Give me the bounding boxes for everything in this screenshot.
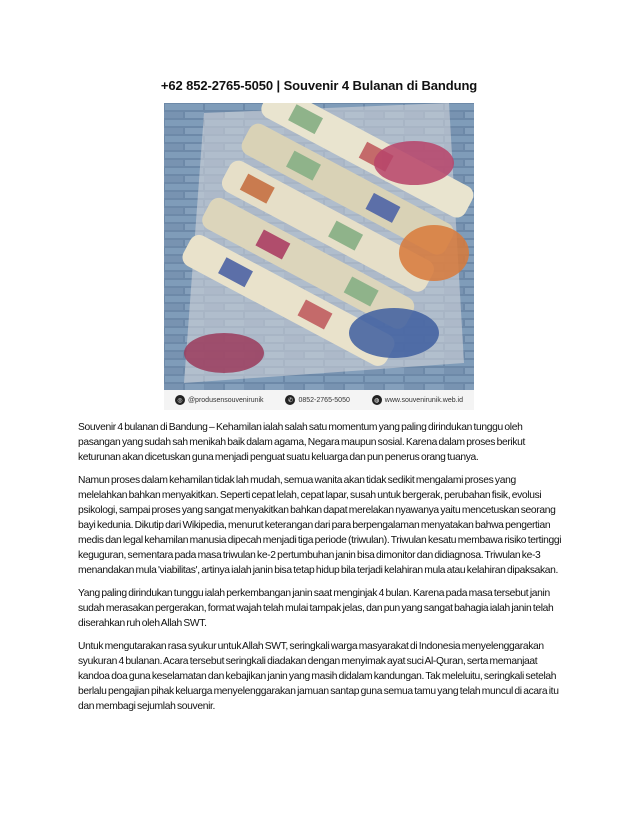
page-title: +62 852-2765-5050 | Souvenir 4 Bulanan di Bandung bbox=[160, 78, 478, 93]
phone-number bbox=[285, 395, 349, 405]
instagram-text: @produsensouvenirunik bbox=[187, 396, 264, 404]
image-footer bbox=[164, 390, 474, 410]
souvenir-rolls-image bbox=[164, 103, 474, 390]
website-text: www.souvenirunik.web.id bbox=[384, 396, 463, 404]
product-photo bbox=[164, 103, 474, 410]
instagram-handle bbox=[175, 395, 264, 405]
article-body bbox=[78, 420, 564, 722]
paragraph: Untuk mengutarakan rasa syukur untuk Allah SWT, seringkali warga masyarakat di Indonesia menyelenggarakan syukuran 4 bulanan. Acara tersebut seringkali diadakan dengan menyimak ayat suci Al-Quran, serta memanjaat kandoa doa guna keselamatan dan kebajikan janin yang masih didalam kandungan. Tak meleluitu, seringkali setelah berlalu pengajian pihak keluarga menyelenggarakan jamuan santap guna semua tamu yang telah muncul di acara itu dan membagi sejumlah souvenir. bbox=[78, 641, 559, 712]
globe-icon: ◍ bbox=[372, 395, 382, 405]
whatsapp-icon: ✆ bbox=[285, 395, 295, 405]
paragraph: Souvenir 4 bulanan di Bandung – Kehamilan ialah salah satu momentum yang paling dirindukan tunggu oleh pasangan yang sudah sah menikah baik dalam agama, Negara maupun sosial. Karena dalam proses berikut keturunan akan dicetuskan guna menjadi penguat suatu keluarga dan pun penerus orang tuanya. bbox=[78, 422, 526, 463]
paragraph: Namun proses dalam kehamilan tidak lah mudah, semua wanita akan tidak sedikit mengalami proses yang melelahkan bahkan menyakitkan. Seperti cepat lelah, cepat lapar, susah untuk bergerak, perubahan fisik, evolusi psikologi, sampai proses yang sangat menyakitkan bahkan dapat merelakan nyawanya yaitu mencetuskan seorang bayi kedunia. Dikutip dari Wikipedia, menurut keterangan dari para berpengalaman menyatakan bahwa pengertian medis dan legal kehamilan manusia dipecah menjadi tiga periode (triwulan). Triwulan kesatu membawa risiko tertinggi keguguran, sementara pada masa triwulan ke-2 pertumbuhan janin bisa dimonitor dan didiagnosa. Triwulan ke-3 menandakan mula 'viabilitas', artinya ialah janin bisa tetap hidup bila terjadi kelahiran mula atau kelahiran dipaksakan. bbox=[78, 475, 562, 576]
website bbox=[372, 395, 463, 405]
instagram-icon: ◎ bbox=[175, 395, 185, 405]
phone-text: 0852-2765-5050 bbox=[298, 396, 350, 404]
paragraph: Yang paling dirindukan tunggu ialah perkembangan janin saat menginjak 4 bulan. Karena pada masa tersebut janin sudah merasakan pergerakan, format wajah telah mulai tampak jelas, dan pun yang sangat bahagia ialah janin telah diserahkan ruh oleh Allah SWT. bbox=[78, 588, 554, 629]
